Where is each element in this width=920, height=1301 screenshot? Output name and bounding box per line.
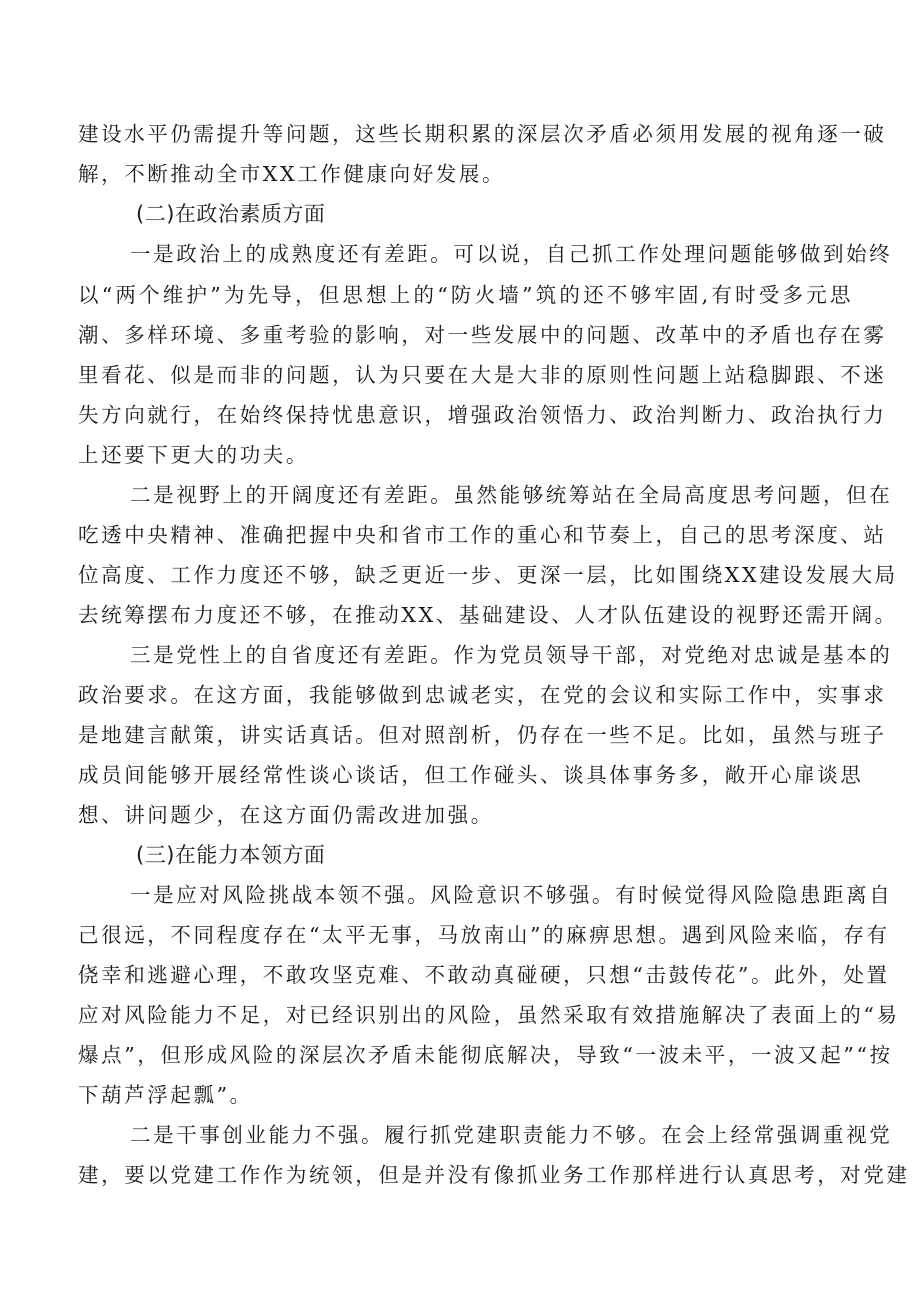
body-line: 政治要求。在这方面，我能够做到忠诚老实，在党的会议和实际工作中，实事求: [78, 683, 887, 707]
body-line: 是地建言献策，讲实话真话。但对照剖析，仍存在一些不足。比如，虽然与班子: [78, 723, 887, 747]
body-line: 下葫芦浮起瓢”。: [78, 1083, 253, 1107]
body-line: 吃透中央精神、准确把握中央和省市工作的重心和节奏上，自己的思考深度、站: [78, 523, 887, 547]
body-line: 建，要以党建工作作为统领，但是并没有像抓业务工作那样进行认真思考，对党建: [78, 1163, 910, 1187]
body-line: 成员间能够开展经常性谈心谈话，但工作碰头、谈具体事务多，敞开心扉谈思: [78, 763, 864, 787]
body-line: 想、讲问题少，在这方面仍需改进加强。: [78, 803, 494, 827]
body-line: 一是应对风险挑战本领不强。风险意识不够强。有时候觉得风险隐患距离自: [130, 883, 893, 907]
body-line: 爆点”，但形成风险的深层次矛盾未能彻底解决，导致“一波未平，一波又起”“按: [78, 1043, 893, 1067]
body-line: 一是政治上的成熟度还有差距。可以说，自己抓工作处理问题能够做到始终: [130, 242, 893, 266]
body-line: 去统筹摆布力度还不够，在推动XX、基础建设、人才队伍建设的视野还需开阔。: [78, 603, 898, 627]
body-line: 以“两个维护”为先导，但思想上的“防火墙”筑的还不够牢固,有时受多元思: [78, 283, 853, 307]
body-line: 上还要下更大的功夫。: [78, 443, 309, 467]
body-line: 里看花、似是而非的问题，认为只要在大是大非的原则性问题上站稳脚跟、不迷: [78, 363, 887, 387]
body-line: 建设水平仍需提升等问题，这些长期积累的深层次矛盾必须用发展的视角逐一破: [78, 122, 887, 146]
body-line: 二是干事创业能力不强。履行抓党建职责能力不够。在会上经常强调重视党: [130, 1123, 893, 1147]
body-line: 三是党性上的自省度还有差距。作为党员领导干部，对党绝对忠诚是基本的: [130, 643, 893, 667]
body-line: 解，不断推动全市XX工作健康向好发展。: [78, 162, 506, 186]
body-line: 应对风险能力不足，对已经识别出的风险，虽然采取有效措施解决了表面上的“易: [78, 1003, 900, 1027]
body-line: 潮、多样环境、多重考验的影响，对一些发展中的问题、改革中的矛盾也存在雾: [78, 323, 887, 347]
body-line: 位高度、工作力度还不够，缺乏更近一步、更深一层，比如围绕XX建设发展大局: [78, 563, 898, 587]
section-heading-political: (二)在政治素质方面: [136, 202, 326, 226]
section-heading-ability: (三)在能力本领方面: [136, 843, 326, 867]
body-line: 失方向就行，在始终保持忧患意识，增强政治领悟力、政治判断力、政治执行力: [78, 403, 887, 427]
body-line: 二是视野上的开阔度还有差距。虽然能够统筹站在全局高度思考问题，但在: [130, 483, 893, 507]
body-line: 己很远，不同程度存在“太平无事，马放南山”的麻痹思想。遇到风险来临，存有: [78, 923, 890, 947]
body-line: 侥幸和逃避心理，不敢攻坚克难、不敢动真碰硬，只想“击鼓传花”。此外，处置: [78, 963, 890, 987]
